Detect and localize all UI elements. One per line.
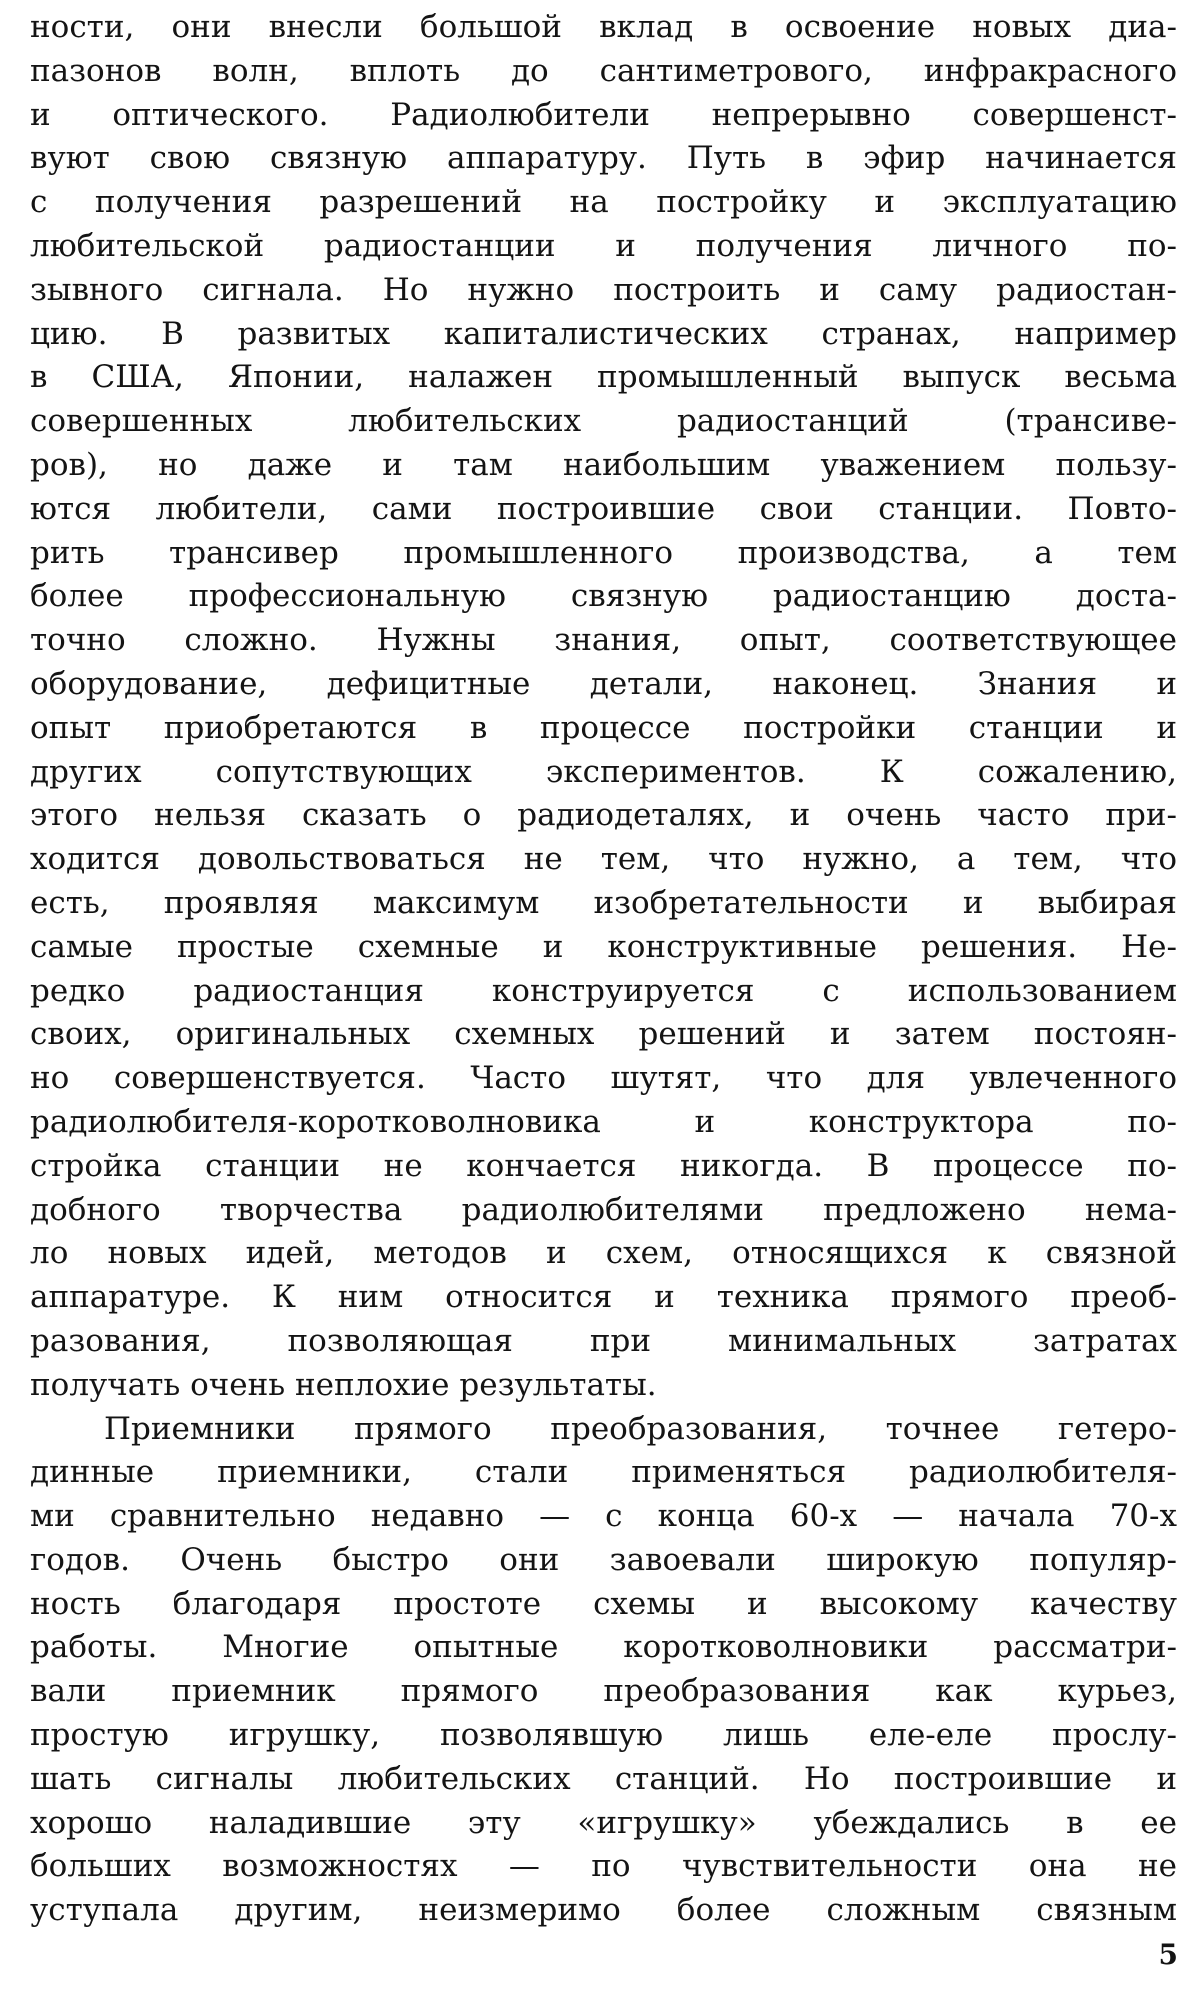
text-line: ются любители, сами построившие свои станции. Повто- bbox=[30, 490, 1177, 527]
page-number: 5 bbox=[1158, 1938, 1178, 1971]
text-line: больших возможностях — по чувствительности она не bbox=[30, 1848, 1177, 1885]
text-line: оборудование, дефицитные детали, наконец. Знания и bbox=[30, 665, 1177, 702]
text-line: рить трансивер промышленного производства, а тем bbox=[30, 534, 1177, 571]
text-line: добного творчества радиолюбителями предложено нема- bbox=[30, 1191, 1177, 1228]
text-line: ходится довольствоваться не тем, что нужно, а тем, что bbox=[30, 841, 1177, 878]
paragraph bbox=[30, 6, 1177, 1408]
text-line: стройка станции не кончается никогда. В процессе по- bbox=[30, 1147, 1177, 1184]
text-line: редко радиостанция конструируется с использованием bbox=[30, 972, 1177, 1009]
text-line: самые простые схемные и конструктивные решения. Не- bbox=[30, 928, 1177, 965]
text-line: годов. Очень быстро они завоевали широкую популяр- bbox=[30, 1541, 1177, 1578]
text-line: ми сравнительно недавно — с конца 60-х — начала 70-х bbox=[30, 1498, 1177, 1535]
text-line: получать очень неплохие результаты. bbox=[30, 1366, 657, 1403]
text-line: ности, они внесли большой вклад в освоение новых диа- bbox=[30, 9, 1177, 45]
text-line: ность благодаря простоте схемы и высокому качеству bbox=[30, 1585, 1177, 1622]
text-line: радиолюбителя-коротковолновика и конструктора по- bbox=[30, 1103, 1177, 1140]
text-line: шать сигналы любительских станций. Но построившие и bbox=[30, 1760, 1177, 1797]
text-line: есть, проявляя максимум изобретательности и выбирая bbox=[30, 884, 1177, 921]
text-line: Приемники прямого преобразования, точнее гетеро- bbox=[104, 1410, 1177, 1447]
text-line: в США, Японии, налажен промышленный выпуск весьма bbox=[30, 359, 1177, 396]
text-line: опыт приобретаются в процессе постройки станции и bbox=[30, 709, 1177, 746]
text-line: хорошо наладившие эту «игрушку» убеждались в ее bbox=[30, 1804, 1177, 1841]
text-line: других сопутствующих экспериментов. К сожалению, bbox=[30, 753, 1177, 790]
text-line: зывного сигнала. Но нужно построить и саму радиостан- bbox=[30, 271, 1177, 308]
paragraph bbox=[30, 1408, 1177, 1934]
text-line: ров), но даже и там наибольшим уважением пользу- bbox=[30, 446, 1177, 483]
text-line: динные приемники, стали применяться радиолюбителя- bbox=[30, 1454, 1177, 1491]
text-line: пазонов волн, вплоть до сантиметрового, инфракрасного bbox=[30, 52, 1177, 89]
text-line: вуют свою связную аппаратуру. Путь в эфир начинается bbox=[30, 140, 1177, 177]
text-line: разования, позволяющая при минимальных затратах bbox=[30, 1322, 1177, 1359]
text-line: вали приемник прямого преобразования как курьез, bbox=[30, 1673, 1177, 1710]
text-line: работы. Многие опытные коротковолновики рассматри- bbox=[30, 1629, 1177, 1666]
text-line: любительской радиостанции и получения личного по- bbox=[30, 227, 1177, 264]
text-line: аппаратуре. К ним относится и техника прямого преоб- bbox=[30, 1279, 1177, 1316]
text-line: с получения разрешений на постройку и эксплуатацию bbox=[30, 184, 1177, 221]
text-line: уступала другим, неизмеримо более сложным связным bbox=[30, 1892, 1177, 1929]
text-line: и оптического. Радиолюбители непрерывно совершенст- bbox=[30, 96, 1177, 133]
body-text bbox=[30, 6, 1177, 1933]
text-line: точно сложно. Нужны знания, опыт, соответствующее bbox=[30, 622, 1177, 659]
text-line: совершенных любительских радиостанций (трансиве- bbox=[30, 403, 1177, 440]
text-line: цию. В развитых капиталистических странах, например bbox=[30, 315, 1177, 352]
text-line: этого нельзя сказать о радиодеталях, и очень часто при- bbox=[30, 797, 1177, 834]
text-line: более профессиональную связную радиостанцию доста- bbox=[30, 578, 1177, 615]
text-line: ло новых идей, методов и схем, относящихся к связной bbox=[30, 1235, 1177, 1272]
text-line: своих, оригинальных схемных решений и затем постоян- bbox=[30, 1016, 1177, 1053]
text-line: но совершенствуется. Часто шутят, что для увлеченного bbox=[30, 1060, 1177, 1097]
text-line: простую игрушку, позволявшую лишь еле-еле прослу- bbox=[30, 1717, 1177, 1754]
